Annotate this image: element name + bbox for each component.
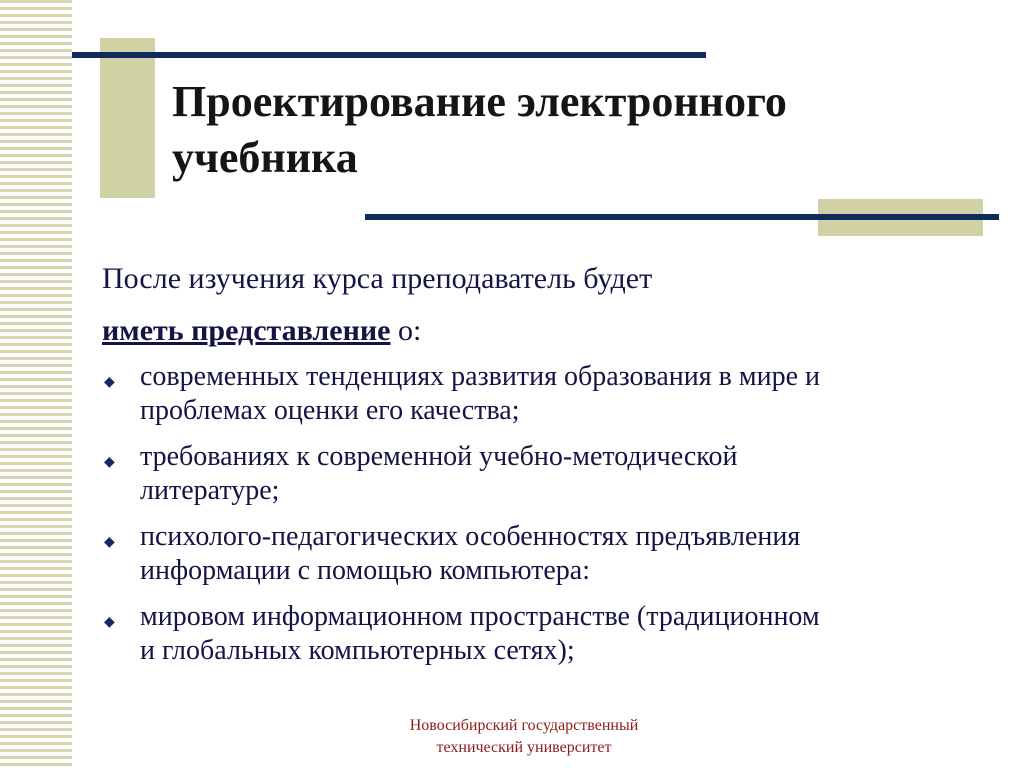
intro-emphasis: иметь представление — [102, 314, 391, 347]
bullet-text-1b: проблемах оценки его качества; — [140, 395, 520, 426]
list-item — [102, 600, 982, 668]
left-striped-border — [0, 0, 72, 768]
list-item — [102, 520, 982, 588]
diamond-bullet-icon: ◆ — [104, 455, 115, 470]
title-line-2: учебника — [172, 133, 358, 182]
slide-title — [172, 74, 972, 186]
lower-accent-bar — [365, 214, 999, 220]
list-item — [102, 440, 982, 508]
footer-line-2: технический университет — [436, 739, 612, 756]
footer-institution — [324, 715, 724, 759]
bullet-text-3a: психолого-педагогических особенностях предъявления — [140, 521, 801, 552]
list-item — [102, 360, 982, 428]
bullet-text-2b: литературе; — [140, 475, 280, 506]
title-line-1: Проектирование электронного — [172, 77, 787, 126]
intro-text — [102, 253, 982, 357]
intro-line-2 — [102, 305, 982, 357]
intro-tail: о: — [390, 314, 422, 347]
footer-line-1: Новосибирский государственный — [409, 717, 639, 734]
diamond-bullet-icon: ◆ — [104, 375, 115, 390]
intro-line-1: После изучения курса преподаватель будет — [102, 262, 653, 295]
title-accent-block — [100, 38, 155, 198]
bullet-text-4a: мировом информационном пространстве (традиционном — [140, 601, 820, 632]
bullet-list — [102, 360, 982, 680]
bullet-text-4b: и глобальных компьютерных сетях); — [140, 635, 575, 666]
bullet-text-2a: требованиях к современной учебно-методической — [140, 441, 738, 472]
diamond-bullet-icon: ◆ — [104, 615, 115, 630]
diamond-bullet-icon: ◆ — [104, 535, 115, 550]
bullet-text-1a: современных тенденциях развития образования в мире и — [140, 361, 820, 392]
top-accent-bar — [72, 52, 706, 58]
bullet-text-3b: информации с помощью компьютера: — [140, 555, 590, 586]
